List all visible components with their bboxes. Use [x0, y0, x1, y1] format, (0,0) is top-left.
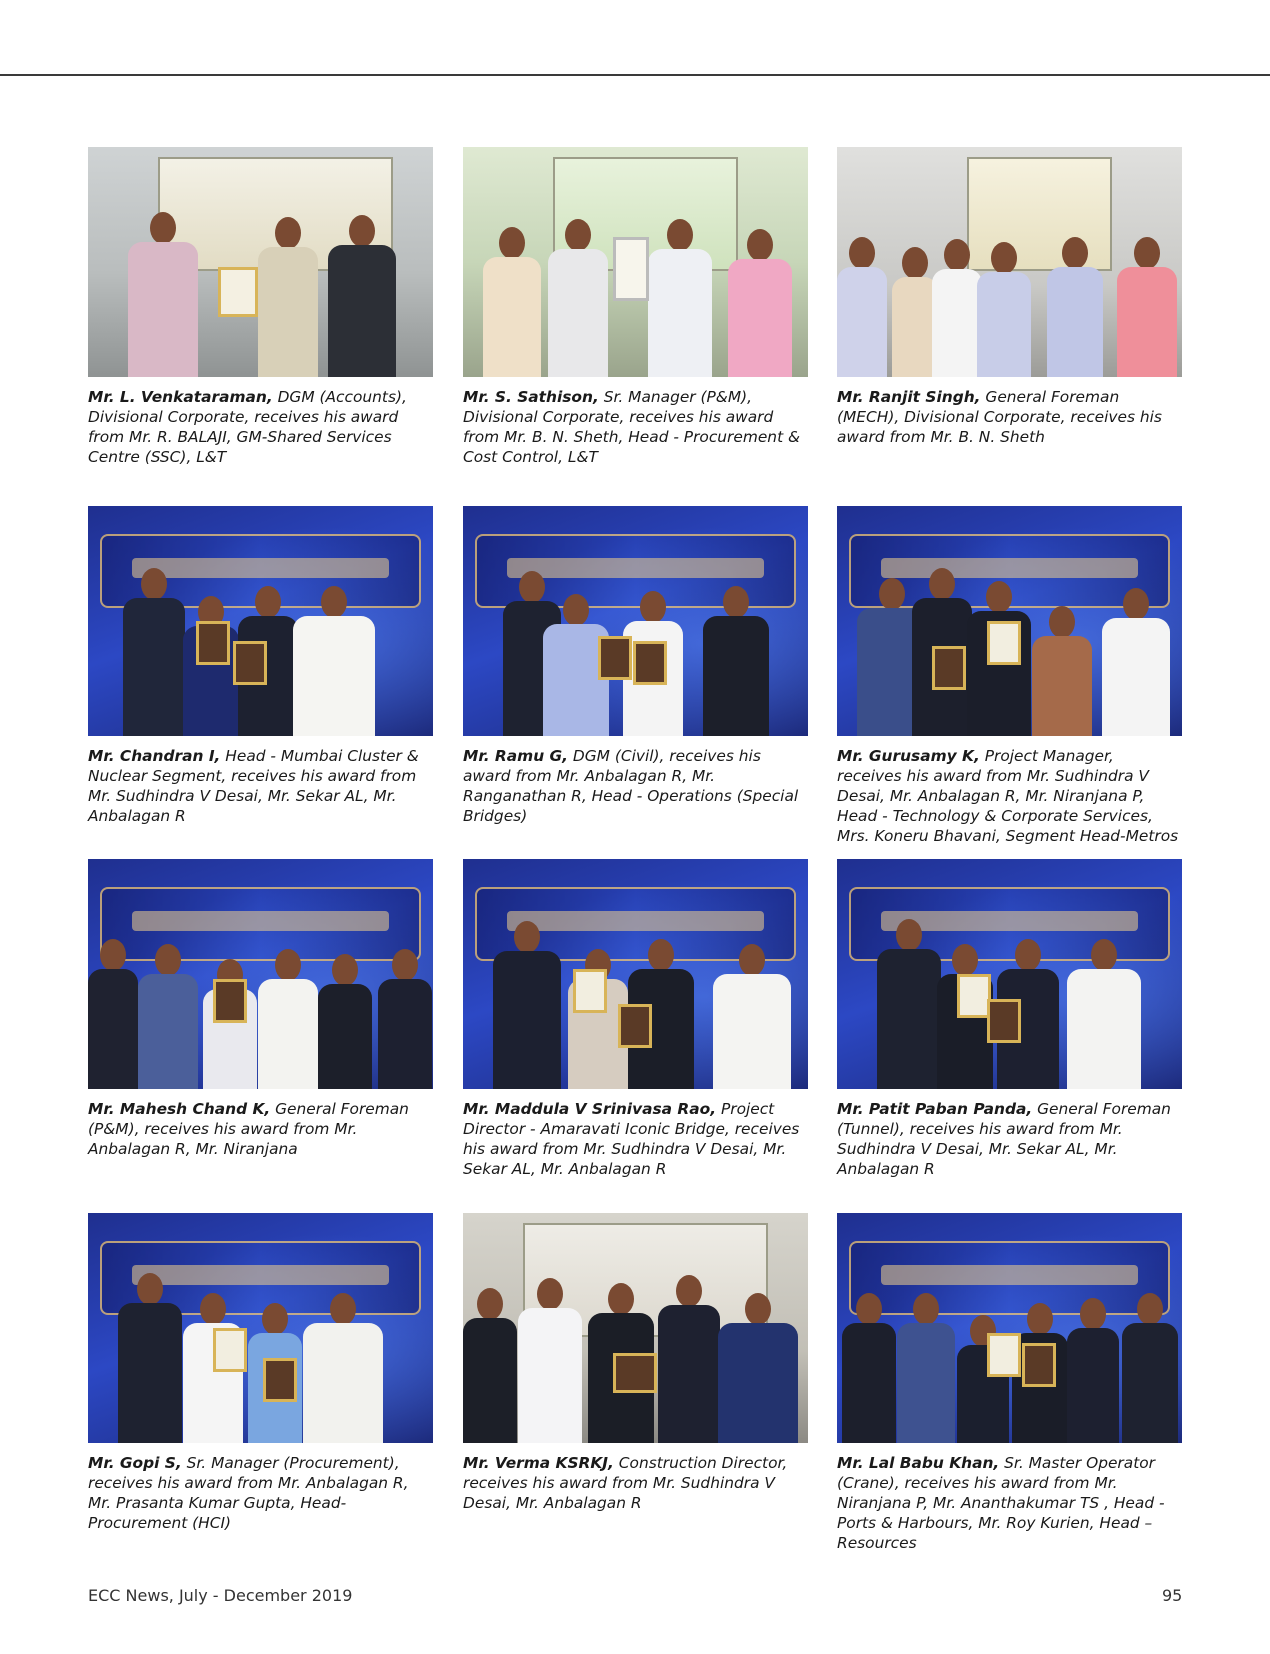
award-photo	[463, 859, 808, 1089]
award-photo	[837, 506, 1182, 736]
award-photo	[463, 1213, 808, 1443]
award-caption: Mr. Gurusamy K, Project Manager, receives his award from Mr. Sudhindra V Desai, Mr. Anbalagan R, Mr. Niranjana P, Head - Technology & Corporate Services, Mrs. Koneru Bhavani, Segment Head-Metros	[837, 747, 1179, 845]
top-rule	[0, 74, 1270, 76]
award-caption: Mr. Ranjit Singh, General Foreman (MECH), Divisional Corporate, receives his award from Mr. B. N. Sheth	[837, 388, 1162, 446]
award-card-2	[463, 147, 808, 467]
award-caption: Mr. Ramu G, DGM (Civil), receives his award from Mr. Anbalagan R, Mr. Ranganathan R, Head - Operations (Special Bridges)	[463, 747, 799, 825]
award-caption: Mr. S. Sathison, Sr. Manager (P&M), Divisional Corporate, receives his award from Mr. B. N. Sheth, Head - Procurement & Cost Control, L&T	[463, 388, 800, 466]
page-number: 95	[1162, 1586, 1183, 1605]
award-caption: Mr. Maddula V Srinivasa Rao, Project Director - Amaravati Iconic Bridge, receives his award from Mr. Sudhindra V Desai, Mr. Sekar AL, Mr. Anbalagan R	[463, 1100, 800, 1178]
award-card-3	[837, 147, 1182, 447]
award-caption: Mr. L. Venkataraman, DGM (Accounts), Divisional Corporate, receives his award from Mr. R. BALAJI, GM-Shared Services Centre (SSC), L&T	[88, 388, 407, 466]
award-caption: Mr. Chandran I, Head - Mumbai Cluster & Nuclear Segment, receives his award from Mr. Sudhindra V Desai, Mr. Sekar AL, Mr. Anbalagan R	[88, 747, 419, 825]
award-card-1	[88, 147, 433, 467]
award-card-10	[88, 1213, 433, 1533]
award-card-7	[88, 859, 433, 1159]
award-card-8	[463, 859, 808, 1179]
award-caption: Mr. Mahesh Chand K, General Foreman (P&M), receives his award from Mr. Anbalagan R, Mr. Niranjana	[88, 1100, 409, 1158]
publication-footer: ECC News, July - December 2019	[88, 1586, 353, 1605]
award-card-5	[463, 506, 808, 826]
award-photo	[837, 859, 1182, 1089]
award-photo	[88, 859, 433, 1089]
award-photo	[837, 1213, 1182, 1443]
award-caption: Mr. Verma KSRKJ, Construction Director, receives his award from Mr. Sudhindra V Desai, Mr. Anbalagan R	[463, 1454, 788, 1512]
award-caption: Mr. Gopi S, Sr. Manager (Procurement), receives his award from Mr. Anbalagan R, Mr. Prasanta Kumar Gupta, Head-Procurement (HCI)	[88, 1454, 409, 1532]
award-card-4	[88, 506, 433, 826]
award-photo	[837, 147, 1182, 377]
award-card-6	[837, 506, 1182, 846]
award-photo	[463, 147, 808, 377]
award-card-12	[837, 1213, 1182, 1553]
award-card-11	[463, 1213, 808, 1513]
award-photo	[88, 1213, 433, 1443]
award-caption: Mr. Patit Paban Panda, General Foreman (Tunnel), receives his award from Mr. Sudhindra V Desai, Mr. Sekar AL, Mr. Anbalagan R	[837, 1100, 1171, 1178]
award-photo	[88, 147, 433, 377]
award-card-9	[837, 859, 1182, 1179]
award-photo	[88, 506, 433, 736]
award-photo	[463, 506, 808, 736]
award-caption: Mr. Lal Babu Khan, Sr. Master Operator (Crane), receives his award from Mr. Niranjana P, Mr. Ananthakumar TS , Head - Ports & Harbours, Mr. Roy Kurien, Head – Resources	[837, 1454, 1165, 1552]
